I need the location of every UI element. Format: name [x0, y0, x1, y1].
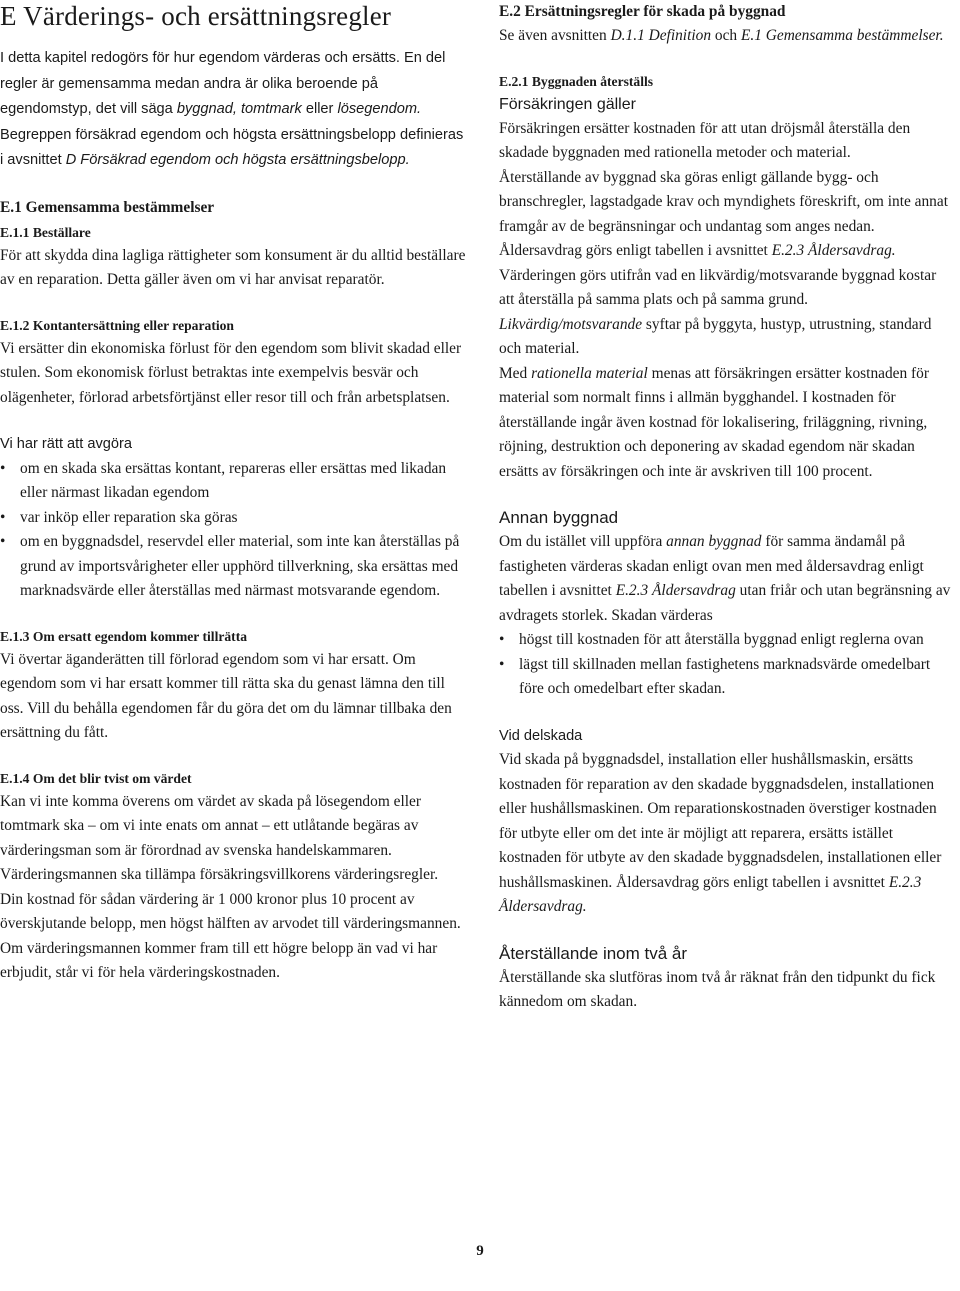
section-e14-text-1: Kan vi inte komma överens om värdet av skada på lösegendom eller tomtmark ska – om vi inte enats om annat – ett utlåtande begäras av värderingsman som är förordnad av svenska handelskammaren. Värderingsmannen ska tillämpa försäkringsvillkorens värderingsregler. [0, 792, 439, 883]
section-e14-heading: E.1.4 Om det blir tvist om värdet [0, 770, 192, 786]
section-e21-p4 [499, 362, 954, 485]
list-item: • lägst till skillnaden mellan fastighetens marknadsvärde omedelbart före och omedelbart efter skadan. [499, 653, 954, 702]
annan-text-mid: för samma ändamål på fastigheten värderas skadan enligt ovan men med åldersavdrag enligt tabellen i avsnittet [499, 533, 924, 599]
e21-p3-text-end: syftar på byggyta, hustyp, utrustning, standard och material. [499, 315, 932, 357]
see-also-ref-d11: D.1.1 Definition [610, 27, 712, 44]
page-number: 9 [476, 1243, 484, 1259]
e21-p2-ref: E.2.3 Åldersavdrag. [771, 242, 896, 259]
section-e2-heading: E.2 Ersättningsregler för skada på byggnad [499, 3, 786, 20]
section-e21-p1: Försäkringen ersätter kostnaden för att utan dröjsmål återställa den skadade byggnaden med rationella metoder och material. [499, 119, 911, 161]
section-e1-heading: E.1 Gemensamma bestämmelser [0, 198, 215, 216]
e21-p3-text: Värderingen görs utifrån vad en likvärdig/motsvarande byggnad kostar att återställa på samma plats och på samma grund. [499, 266, 937, 308]
section-e21-p2 [499, 166, 954, 264]
see-also-ref-e1: E.1 Gemensamma bestämmelser. [740, 27, 944, 44]
intro-paragraph [0, 46, 470, 123]
e21-p4-text: Med [499, 364, 532, 382]
decide-list [0, 457, 470, 604]
annan-list [499, 628, 954, 702]
list-item: • om en skada ska ersättas kontant, repareras eller ersättas med likadan eller närmast likadan egendom [0, 457, 470, 506]
section-e14-text-2: Din kostnad för sådan värdering är 1 000 kronor plus 10 procent av överskjutande belopp, men högst hälften av arvodet till värderingsmannen. Om värderingsmannen kommer fram till ett högre belopp än vad vi har erbjudit, står vi för hela värderingskostnaden. [0, 890, 461, 981]
inom-tva-ar-text: Återställande ska slutföras inom två år räknat från den tidpunkt du fick kännedom om skadan. [499, 968, 936, 1010]
section-e21-p3 [499, 264, 954, 362]
intro-italic-losegendom: lösegendom. [337, 101, 422, 117]
e21-p4-text-end: menas att försäkringen ersätter kostnaden för material som normalt finns i allmän bygghandel. I kostnaden för återställande ingår även kostnad för lokalisering, friläggning, rivning, röjning, destruktion och deponering av skadad egendom när skadan ersätts av försäkringen och inte är avskriven till 100 procent. [499, 364, 929, 480]
section-e21-subheading: Försäkringen gäller [499, 95, 636, 113]
inom-tva-ar-heading: Återställande inom två år [499, 943, 688, 963]
list-item: • högst till kostnaden för att återställa byggnad enligt reglerna ovan [499, 628, 954, 653]
section-e12-heading: E.1.2 Kontantersättning eller reparation [0, 317, 234, 333]
e21-p4-italic: rationella material [531, 364, 648, 382]
intro-italic-byggnad: byggnad, tomtmark [176, 101, 302, 117]
delskada-text [499, 748, 954, 920]
definition-italic-ref: D Försäkrad egendom och högsta ersättningsbelopp. [65, 152, 410, 168]
see-also-text: Se även avsnitten [499, 27, 611, 44]
delskada-body: Vid skada på byggnadsdel, installation eller hushållsmaskin, ersätts kostnaden för reparation av den skadade byggnadsdelen, installationen eller hushållsmaskinen. Om reparationskostnaden överstiger kostnaden för utbyte eller om det inte är möjligt att reparera, ersätts istället kostnaden för utbyte av den skadade byggnadsdelen, installationen eller hushållsmaskinen. Åldersavdrag görs enligt tabellen i avsnittet [499, 751, 942, 891]
definition-paragraph [0, 123, 470, 174]
delskada-heading: Vid delskada [499, 727, 583, 744]
annan-byggnad-text [499, 530, 954, 628]
chapter-title: E Värderings- och ersättningsregler [0, 1, 392, 31]
intro-text-mid: eller [301, 101, 338, 117]
list-item: • var inköp eller reparation ska göras [0, 506, 470, 531]
section-e11-text: För att skydda dina lagliga rättigheter som konsument är du alltid beställare av en reparation. Detta gäller även om vi har anvisat reparatör. [0, 246, 466, 288]
section-e2-see-also [499, 24, 954, 49]
left-column [0, 0, 470, 986]
e21-p3-italic: Likvärdig/motsvarande [499, 315, 643, 333]
annan-text-end: utan friår och utan begränsning av avdragets storlek. Skadan värderas [499, 582, 951, 624]
section-e21-heading: E.2.1 Byggnaden återställs [499, 73, 654, 89]
section-e13-heading: E.1.3 Om ersatt egendom kommer tillrätta [0, 628, 248, 644]
annan-byggnad-heading: Annan byggnad [499, 508, 619, 527]
annan-text: Om du istället vill uppföra [499, 533, 667, 550]
e21-p2-text: Återställande av byggnad ska göras enligt gällande bygg- och branschregler, lagstadgade krav och myndighets föreskrift, om inte annat framgår av de begränsningar och undantag som anges nedan. Åldersavdrag görs enligt tabellen i avsnittet [499, 168, 948, 259]
delskada-ref: E.2.3 Åldersavdrag. [499, 873, 922, 915]
definition-text: Begreppen försäkrad egendom och högsta ersättningsbelopp definieras i avsnittet [0, 126, 464, 168]
section-e13-text: Vi övertar äganderätten till förlorad egendom som vi har ersatt. Om egendom som vi har ersatt kommer till rätta ska du genast lämna den till oss. Vill du behålla egendomen får du göra det om du lämnar tillbaka den ersättning du fått. [0, 650, 452, 741]
section-e11-heading: E.1.1 Beställare [0, 224, 91, 240]
section-e12-text: Vi ersätter din ekonomiska förlust för den egendom som blivit skadad eller stulen. Som ekonomisk förlust betraktas inte exempelvis besvär och olägenheter, förlorad arbetsförtjänst eller resor till och från arbetsplatsen. [0, 339, 462, 406]
annan-italic-2: E.2.3 Åldersavdrag [615, 582, 736, 599]
annan-italic-1: annan byggnad [666, 533, 762, 550]
list-item: • om en byggnadsdel, reservdel eller material, som inte kan återställas på grund av importsvårigheter eller upphörd tillverkning, ska ersättas med marknadsvärde eller återställas med närmast motsvarande egendom. [0, 530, 470, 604]
intro-text: I detta kapitel redogörs för hur egendom värderas och ersätts. En del regler är gemensamma medan andra är olika beroende på egendomstyp, det vill säga [0, 50, 446, 117]
see-also-mid: och [711, 27, 741, 44]
decide-heading: Vi har rätt att avgöra [0, 436, 132, 452]
right-column [499, 0, 954, 1015]
